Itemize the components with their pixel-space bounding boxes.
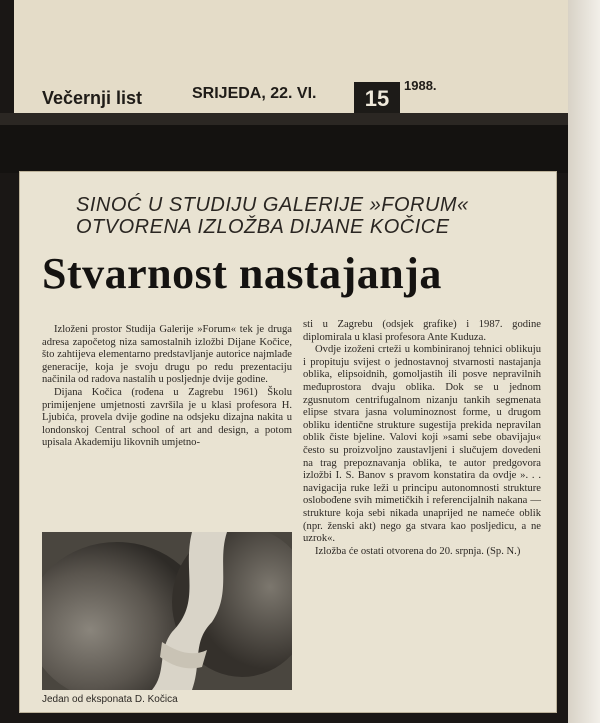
article-column-left bbox=[42, 324, 292, 450]
newspaper-masthead bbox=[14, 0, 580, 118]
newspaper-clipping bbox=[20, 172, 556, 712]
article-headline: Stvarnost nastajanja bbox=[42, 249, 442, 298]
exhibit-photo bbox=[42, 532, 292, 690]
background-strip bbox=[0, 125, 600, 173]
paragraph: Ovdje izoženi crteži u kombiniranoj tehnici oblikuju i propituju svijest o jednostavnoj stvarnosti nastajanja oblika, elipsoidnih, gomoljastih ili posve nepravilnih međuprostora dvaju oblika. Dok se u jednom zgusnutom centrifugalnom nizanju tankih segmenata elipse stvara jasna voluminoznost forme, u drugom obliku identične strukture sugestija prekida nepravilan oblik čiste bjeline. Valovi koji »sami sebe obavijaju« često su proizvoljno zaustavljeni i slučujem dovedeni na trag prepoznavanja oblika, te autor predgovora izložbi I. S. Banov s pravom konstatira da ovdje ». . . navigacija ruke leži u principu autonomnosti strukture oslobođene svih mimetičkih i referencijalnih nakana — strukture koja sebi nikada unaprijed ne nameće oblik (npr. ženski akt) nego ga stvara kao posljedicu, a ne uzrok«. bbox=[303, 344, 541, 545]
article-column-right bbox=[303, 319, 541, 558]
subheadline-line-1: SINOĆ U STUDIJU GALERIJE »FORUM« bbox=[76, 194, 469, 216]
paragraph: Izložba će ostati otvorena do 20. srpnja. (Sp. N.) bbox=[315, 545, 521, 557]
paragraph: sti u Zagrebu (odsjek grafike) i 1987. godine diplomirala u klasi profesora Ante Kuduza. bbox=[303, 319, 541, 343]
subheadline-line-2: OTVORENA IZLOŽBA DIJANE KOČICE bbox=[76, 216, 450, 238]
exhibit-photo-image bbox=[42, 532, 292, 690]
photo-caption: Jedan od eksponata D. Kočica bbox=[42, 694, 178, 705]
page-number: 15 bbox=[354, 82, 400, 114]
page-edge bbox=[568, 0, 600, 723]
paragraph: Izloženi prostor Studija Galerije »Forum« tek je druga adresa započetog niza samostalnih izložbi Dijane Kočice, što zahtijeva elementarno predstavljanje autorice najmlađe generacije, koja je svoju drugu po redu prezentaciju načinila od radova nastalih u posljednje dvije godine. bbox=[42, 324, 292, 386]
paragraph: Dijana Kočica (rođena u Zagrebu 1961) Školu primijenjene umjetnosti završila je u klasi profesora H. Ljubića, provela dvije godine na odsjeku dizajna nakita u londonskoj Central school of art and design, a potom upisala Akademiju likovnih umjetno- bbox=[42, 386, 292, 449]
article-subheadline bbox=[76, 194, 536, 238]
issue-date: SRIJEDA, 22. VI. bbox=[192, 85, 317, 102]
paper-name: Večernji list bbox=[42, 88, 143, 108]
issue-year: 1988. bbox=[404, 78, 437, 93]
